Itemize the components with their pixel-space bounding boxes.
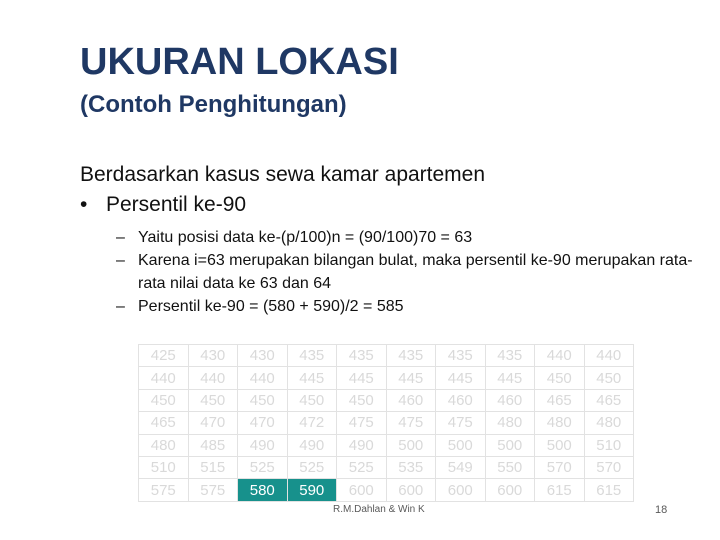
table-cell: 490 [337,434,387,456]
table-cell: 615 [535,479,585,501]
sub-item-text: Yaitu posisi data ke-(p/100)n = (90/100)70 = 63 [138,229,473,246]
table-cell: 575 [188,479,238,501]
table-cell: 600 [436,479,486,501]
table-cell: 570 [535,456,585,478]
footer-credit: R.M.Dahlan & Win K [333,504,425,515]
table-row [139,345,634,367]
table-cell: 470 [238,412,288,434]
slide-number: 18 [655,504,668,516]
table-cell: 550 [485,456,535,478]
table-cell: 450 [287,389,337,411]
table-cell: 475 [337,412,387,434]
table-cell: 435 [386,345,436,367]
intro-text: Berdasarkan kasus sewa kamar apartemen [80,163,486,186]
bullet-text: Persentil ke-90 [106,193,247,216]
table-cell: 525 [287,456,337,478]
table-cell: 570 [584,456,634,478]
sub-item [116,249,700,295]
table-cell: 500 [436,434,486,456]
table-cell: 445 [436,367,486,389]
table-cell: 575 [139,479,189,501]
dash-mark: – [116,252,125,269]
table-cell: 480 [485,412,535,434]
table-cell: 435 [337,345,387,367]
table-cell: 460 [436,389,486,411]
slide-title: UKURAN LOKASI [80,41,399,83]
highlighted-cell: 580 [238,479,288,501]
table-cell: 515 [188,456,238,478]
table-cell: 460 [485,389,535,411]
table-cell: 480 [584,412,634,434]
table-cell: 425 [139,345,189,367]
table-cell: 450 [139,389,189,411]
sub-item [116,226,700,249]
table-cell: 535 [386,456,436,478]
data-table-body [139,345,634,502]
data-table [138,344,634,502]
table-row [139,434,634,456]
bullet-mark: • [80,193,88,216]
table-cell: 475 [436,412,486,434]
table-cell: 440 [535,345,585,367]
table-cell: 600 [485,479,535,501]
table-cell: 460 [386,389,436,411]
table-cell: 440 [584,345,634,367]
slide-body [80,160,700,318]
dash-mark: – [116,298,125,315]
table-cell: 445 [386,367,436,389]
table-cell: 435 [436,345,486,367]
table-cell: 465 [535,389,585,411]
table-cell: 500 [485,434,535,456]
table-cell: 470 [188,412,238,434]
table-cell: 440 [139,367,189,389]
table-cell: 549 [436,456,486,478]
table-cell: 450 [584,367,634,389]
table-cell: 500 [535,434,585,456]
table-cell: 615 [584,479,634,501]
table-row [139,479,634,501]
table-cell: 450 [337,389,387,411]
sub-item-text: Karena i=63 merupakan bilangan bulat, maka persentil ke-90 merupakan rata-rata nilai data ke 63 dan 64 [138,252,693,292]
table-cell: 440 [188,367,238,389]
table-cell: 510 [584,434,634,456]
slide-subtitle: (Contoh Penghitungan) [80,91,347,118]
table-cell: 465 [139,412,189,434]
table-cell: 450 [188,389,238,411]
table-row [139,412,634,434]
table-cell: 445 [287,367,337,389]
table-cell: 475 [386,412,436,434]
table-cell: 445 [337,367,387,389]
table-cell: 525 [238,456,288,478]
bullet-item [80,190,700,220]
table-cell: 490 [287,434,337,456]
table-cell: 600 [386,479,436,501]
table-cell: 480 [535,412,585,434]
table-row [139,389,634,411]
sub-item [116,295,700,318]
table-row [139,367,634,389]
table-cell: 440 [238,367,288,389]
table-cell: 445 [485,367,535,389]
table-cell: 430 [238,345,288,367]
sub-list [116,226,700,318]
dash-mark: – [116,229,125,246]
table-cell: 525 [337,456,387,478]
table-cell: 450 [238,389,288,411]
table-cell: 465 [584,389,634,411]
table-cell: 435 [485,345,535,367]
table-cell: 510 [139,456,189,478]
table-cell: 472 [287,412,337,434]
table-cell: 480 [139,434,189,456]
highlighted-cell: 590 [287,479,337,501]
table-cell: 430 [188,345,238,367]
table-cell: 500 [386,434,436,456]
table-row [139,456,634,478]
table-cell: 485 [188,434,238,456]
table-cell: 435 [287,345,337,367]
table-cell: 490 [238,434,288,456]
sub-item-text: Persentil ke-90 = (580 + 590)/2 = 585 [138,298,404,315]
table-cell: 600 [337,479,387,501]
table-cell: 450 [535,367,585,389]
